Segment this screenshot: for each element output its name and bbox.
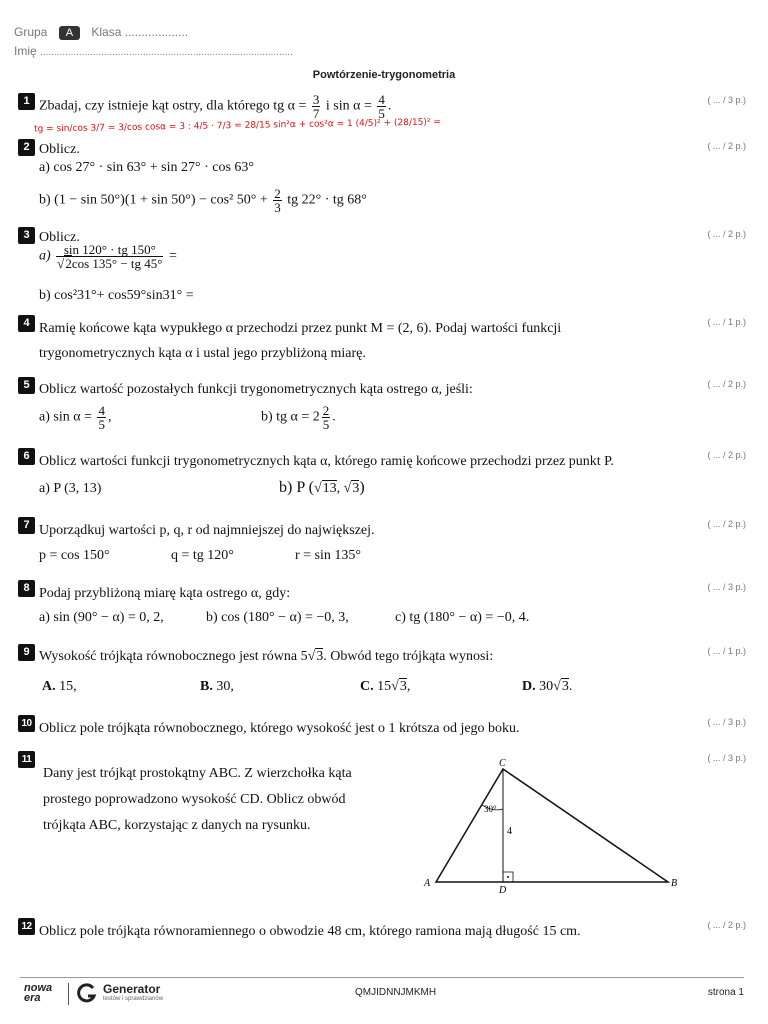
- text-part: b) (1 − sin 50°)(1 + sin 50°) − cos² 50° +: [39, 192, 268, 208]
- option-letter: D.: [522, 679, 536, 694]
- task-points: ( ... / 3 p.): [707, 753, 746, 763]
- part-b: b) P (√13, √3): [279, 479, 365, 496]
- page-title: Powtórzenie-trygonometria: [312, 69, 456, 81]
- option-value: 15,: [59, 679, 77, 694]
- part-c: c) tg (180° − α) = −0, 4.: [395, 610, 530, 625]
- part-a: a) P (3, 13): [39, 481, 102, 496]
- denominator: 3: [274, 200, 281, 215]
- group-badge: A: [59, 26, 80, 40]
- numerator: sin 120° · tg 150°: [56, 243, 163, 257]
- generator-logo-subtitle: testów i sprawdzianów: [103, 996, 164, 1002]
- name-row: [14, 44, 293, 58]
- task-text-line-1: Dany jest trójkąt prostokątny ABC. Z wierzchołka kąta: [43, 766, 352, 781]
- text-part: .: [387, 98, 392, 114]
- option-b[interactable]: [200, 679, 234, 695]
- radicand: 3: [399, 679, 407, 694]
- numerator: 4: [98, 403, 105, 418]
- radicand: 3: [352, 481, 360, 496]
- task-number: 5: [18, 377, 35, 394]
- generator-logo-text: Generator: [103, 982, 161, 996]
- task-text: [39, 93, 391, 120]
- task-text: Oblicz pole trójkąta równoramiennego o obwodzie 48 cm, którego ramiona mają długość 15 cm.: [39, 924, 581, 939]
- fraction: [312, 93, 321, 120]
- text-part: cos 135° − tg 45°: [71, 256, 163, 271]
- value-q: q = tg 120°: [171, 548, 234, 563]
- task-2: [18, 139, 748, 219]
- option-letter: B.: [200, 679, 213, 694]
- task-3: [18, 227, 748, 307]
- task-7: [18, 517, 748, 567]
- task-points: ( ... / 2 p.): [707, 229, 746, 239]
- task-number: 8: [18, 580, 35, 597]
- height-label: 4: [507, 826, 512, 837]
- text-part: b) tg α = 2: [261, 409, 320, 425]
- task-text: Wysokość trójkąta równobocznego jest równa 5√3. Obwód tego trójkąta wynosi:: [39, 649, 494, 664]
- name-label: Imię: [14, 44, 37, 58]
- numerator: 2: [322, 403, 330, 418]
- text-part: a): [39, 248, 51, 264]
- option-a[interactable]: [42, 679, 77, 695]
- label-b: B: [671, 878, 678, 889]
- task-text: Oblicz pole trójkąta równobocznego, którego wysokość jest o 1 krótsza od jego boku.: [39, 721, 520, 736]
- fraction: [322, 404, 331, 431]
- option-letter: A.: [42, 679, 56, 694]
- nowa-era-logo: nowa era: [24, 982, 53, 1004]
- option-d[interactable]: D. 30√3.: [522, 679, 573, 694]
- task-4: [18, 315, 748, 365]
- option-letter: C.: [360, 679, 374, 694]
- page-number: strona 1: [707, 987, 744, 998]
- task-number: 6: [18, 448, 35, 465]
- name-field[interactable]: ...........................................................................................: [40, 47, 293, 58]
- logo-divider: [68, 983, 69, 1005]
- denominator: √2cos 135° − tg 45°: [57, 256, 163, 271]
- group-row: [14, 25, 188, 40]
- group-label: Grupa: [14, 25, 48, 39]
- radicand: 3: [316, 649, 324, 664]
- task-text-line-2: trygonometrycznych kąta α i ustal jego przybliżoną miarę.: [39, 346, 366, 361]
- option-c[interactable]: C. 15√3,: [360, 679, 411, 694]
- task-number: 7: [18, 517, 35, 534]
- text-part: .: [332, 409, 336, 425]
- class-label: Klasa: [91, 25, 122, 39]
- part-a: [39, 404, 111, 431]
- task-text-line-3: trójkąta ABC, korzystając z danych na rysunku.: [43, 818, 311, 833]
- part-b: [39, 187, 367, 214]
- task-points: ( ... / 2 p.): [707, 450, 746, 460]
- task-number: 3: [18, 227, 35, 244]
- task-number: 2: [18, 139, 35, 156]
- task-number: 12: [18, 918, 35, 935]
- task-text: Oblicz wartości funkcji trygonometrycznych kąta α, którego ramię końcowe przechodzi przez punkt P.: [39, 454, 614, 469]
- task-5: [18, 377, 748, 437]
- option-value: 15: [377, 679, 392, 694]
- text-part: .: [568, 679, 573, 694]
- triangle-figure: [420, 756, 690, 896]
- radicand: 3: [561, 679, 569, 694]
- task-text-line-1: Ramię końcowe kąta wypukłego α przechodzi przez punkt M = (2, 6). Podaj wartości funkcji: [39, 321, 562, 336]
- task-number: 9: [18, 644, 35, 661]
- fraction: [97, 404, 106, 431]
- option-value: 30,: [216, 679, 234, 694]
- footer-divider: [20, 977, 744, 978]
- task-points: ( ... / 1 p.): [707, 646, 746, 656]
- task-6: [18, 448, 748, 508]
- value-p: p = cos 150°: [39, 548, 110, 563]
- part-a: a) cos 27° · sin 63° + sin 27° · cos 63°: [39, 160, 254, 175]
- task-text-line-2: prostego poprowadzono wysokość CD. Oblicz obwód: [43, 792, 346, 807]
- part-a: a) sin (90° − α) = 0, 2,: [39, 610, 164, 625]
- numerator: 4: [378, 92, 385, 107]
- denominator: 5: [322, 417, 330, 432]
- task-number: 11: [18, 751, 35, 768]
- numerator: 3: [312, 92, 320, 107]
- task-text: Oblicz wartość pozostałych funkcji trygonometrycznych kąta ostrego α, jeśli:: [39, 382, 473, 397]
- task-12: [18, 918, 748, 948]
- right-angle-dot: [507, 876, 509, 878]
- text-part: tg 22° · tg 68°: [287, 192, 367, 208]
- label-d: D: [499, 885, 507, 896]
- fraction: [273, 187, 282, 214]
- task-text: Uporządkuj wartości p, q, r od najmniejszej do największej.: [39, 523, 375, 538]
- task-text: Podaj przybliżoną miarę kąta ostrego α, gdy:: [39, 586, 291, 601]
- triangle-abc: [436, 769, 668, 882]
- task-number: 10: [18, 715, 35, 732]
- generator-logo-icon: [76, 982, 98, 1004]
- fraction: [56, 243, 163, 270]
- denominator: 5: [378, 106, 385, 121]
- task-text: Oblicz.: [39, 230, 80, 245]
- text-part: ,: [336, 481, 344, 496]
- task-points: ( ... / 2 p.): [707, 141, 746, 151]
- option-value: 30: [539, 679, 554, 694]
- part-b: b) cos²31°+ cos59°sin31° =: [39, 288, 194, 303]
- task-number: 1: [18, 93, 35, 110]
- text-part: ,: [406, 679, 411, 694]
- text-part: ,: [107, 409, 112, 425]
- task-points: ( ... / 3 p.): [707, 717, 746, 727]
- text-part: =: [168, 248, 177, 264]
- text-part: b) P (: [279, 479, 314, 496]
- text-part: . Obwód tego trójkąta wynosi:: [323, 649, 494, 664]
- task-9: [18, 644, 748, 699]
- label-a: A: [424, 878, 431, 889]
- part-a: [39, 243, 177, 270]
- task-text: Oblicz.: [39, 142, 80, 157]
- task-points: ( ... / 2 p.): [707, 920, 746, 930]
- text-part: Wysokość trójkąta równobocznego jest równa 5: [39, 649, 308, 664]
- class-field[interactable]: ...................: [124, 25, 189, 39]
- denominator: 7: [312, 106, 320, 121]
- text-part: i sin α =: [325, 98, 372, 114]
- text-part: Zbadaj, czy istnieje kąt ostry, dla którego tg α =: [39, 98, 307, 114]
- document-code: QMJIDNNJMKMH: [355, 987, 437, 998]
- task-8: [18, 580, 748, 630]
- angle-label: 30°: [484, 804, 497, 814]
- task-points: ( ... / 2 p.): [707, 519, 746, 529]
- value-r: r = sin 135°: [295, 548, 361, 563]
- task-points: ( ... / 1 p.): [707, 317, 746, 327]
- label-c: C: [499, 758, 506, 769]
- text-part: ): [359, 479, 365, 496]
- task-points: ( ... / 3 p.): [707, 582, 746, 592]
- task-points: ( ... / 3 p.): [707, 95, 746, 105]
- numerator: 2: [274, 186, 281, 201]
- task-points: ( ... / 2 p.): [707, 379, 746, 389]
- radicand: 13: [322, 481, 337, 496]
- part-b: b) cos (180° − α) = −0, 3,: [206, 610, 349, 625]
- denominator: 5: [98, 417, 105, 432]
- handwritten-note: tg = sin/cos 3/7 = 3/cos cosα = 3 : 4/5 · 7/3 = 28/15 sin²α + cos²α = 1 (4/5)² + (28/15)² =: [33, 117, 442, 135]
- part-b: [261, 404, 336, 431]
- task-number: 4: [18, 315, 35, 332]
- radicand: 2: [65, 256, 72, 271]
- text-part: a) sin α =: [39, 409, 92, 425]
- fraction: [377, 93, 386, 120]
- task-10: [18, 715, 748, 745]
